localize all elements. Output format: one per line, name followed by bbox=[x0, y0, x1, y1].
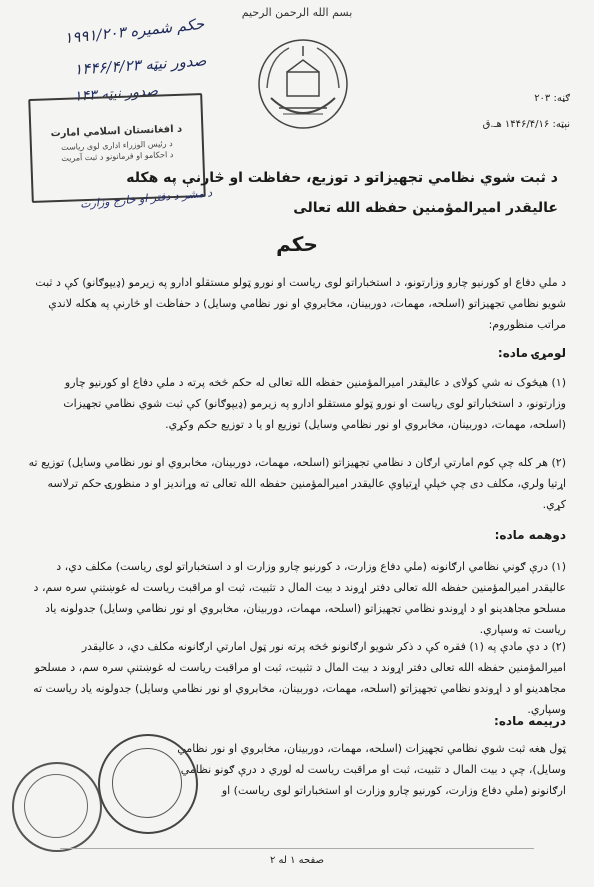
footer-divider bbox=[60, 848, 534, 849]
intro-paragraph: د ملي دفاع او کورنیو چارو وزارتونو، د استخباراتو لوی ریاست او نورو ټولو مستقلو ادارو په زیرمو (ډیپوګانو) کې د ثبت شویو نظامي تجهیزاتو (اسلحه، مهمات، دوربینان، مخابروي او نور نظامي وسایل) د حفاظت او څارنې په هکله لاندې مراتب منظوروم: bbox=[35, 276, 566, 331]
round-seal-stamp-2 bbox=[98, 734, 198, 834]
subject-line-2: عالیقدر امیرالمؤمنین حفظه الله تعالی bbox=[293, 200, 558, 216]
article-1-para-2: (۲) هر کله چې کوم امارتي ارګان د نظامي تجهیزاتو (اسلحه، مهمات، دوربینان، مخابروي او نور نظامي وسایل) توزیع ته اړتیا ولري، مکلف دی چې خپلې اړتیاوې عالیقدر امیرالمؤمنین حفظه الله تعالی ته وړاندیز او د منظورۍ حکم ترلاسه کړي. bbox=[28, 456, 566, 511]
handwritten-signature: د مشر د دفتر او خارج وزارت bbox=[79, 186, 213, 211]
article-1-para-1: (۱) هیڅوک نه شي کولای د عالیقدر امیرالمؤمنین حفظه الله تعالی له حکم څخه پرته د ملي دفاع او کورنیو چارو وزارتونو، د استخباراتو لوی ریاست او نورو ټولو مستقلو ادارو په زیرمو (ډیپوګانو) کې ثبت شوي نظامي تجهیزات (اسلحه، مهمات، دوربینان، مخابروي او نور نظامي وسایل) توزیع او یا د توزیع حکم وکړي. bbox=[63, 376, 566, 431]
registry-stamp bbox=[28, 93, 206, 203]
round-seal-stamp bbox=[12, 762, 102, 852]
article-3-heading: درېیمه ماده: bbox=[494, 714, 566, 728]
article-3-para-1: ټول هغه ثبت شوي نظامي تجهیزات (اسلحه، مهمات، دوربینان، مخابروي او نور نظامي وسایل)، چې د بیت المال د تثبیت، ثبت او مراقبت ریاست له لوري د درې ګونو نظامي ارګانونو (ملي دفاع وزارت، کورنیو چارو وزارت او استخباراتو لوی ریاست) او bbox=[177, 742, 566, 797]
page-number: صفحه ۱ له ۲ bbox=[269, 855, 325, 866]
reference-date: نېټه: ۱۴۴۶/۴/۱۶ هـ.ق bbox=[482, 119, 570, 130]
reference-block bbox=[410, 86, 570, 138]
stamp-line-2: د رئیس الوزراء اداری لوی ریاست bbox=[61, 139, 173, 152]
handwritten-order-number: حکم شمیره ۱۹۹۱/۲۰۳ bbox=[63, 14, 205, 48]
stamp-line-1: د افغانستان اسلامي امارت bbox=[50, 123, 183, 140]
emblem-icon bbox=[249, 28, 357, 136]
article-1-heading: لومړۍ ماده: bbox=[497, 346, 566, 360]
article-2-para-1: (۱) درې ګوني نظامي ارګانونه (ملي دفاع وزارت، د کورنیو چارو وزارت او د استخباراتو لوی ریاست) مکلف دي، د عالیقدر امیرالمؤمنین حفظه الله تعالی دفتر اړوند د بیت المال د تثبیت، ثبت او مراقبت ریاست له غوښتنې سره سم، د مسلحو مجاهدینو او د اړوندو نظامي تجهیزاتو (اسلحه، مهمات، دوربینان، مخابروي او نور نظامي وسایل) جدولونه یاد ریاست ته وسپاري. bbox=[33, 560, 566, 636]
article-2-para-2: (۲) د دې مادې په (۱) فقره کې د ذکر شویو ارګانونو څخه پرته نور ټول امارتي ارګانونه مکلف دي، د عالیقدر امیرالمؤمنین حفظه الله تعالی دفتر اړوند د بیت المال د تثبیت، ثبت او مراقبت ریاست له غوښتنې سره سم، د مسلحو مجاهدینو او د اړوندو نظامي تجهیزاتو (اسلحه، مهمات، دوربینان، مخابروي او نور نظامي وسایل) جدولونه یاد ریاست ته وسپاري. bbox=[33, 640, 566, 716]
stamp-line-3: د احکامو او فرمانونو د ثبت آمریت bbox=[61, 150, 174, 163]
subject-line-1: د ثبت شوي نظامي تجهیزاتو د توزیع، حفاظت او څارنې په هکله bbox=[126, 170, 558, 186]
handwritten-issue-date: صدور نیټه ۱۴۴۶/۴/۲۳ bbox=[73, 51, 207, 79]
article-2-heading: دوهمه ماده: bbox=[494, 528, 566, 542]
basmala: بسم الله الرحمن الرحيم bbox=[241, 6, 353, 19]
document-title: حکم bbox=[276, 232, 318, 256]
reference-number: ګڼه: ۲۰۳ bbox=[534, 93, 570, 104]
handwritten-issue-date-2: صدور نیټه ۱۴۳ bbox=[73, 83, 159, 105]
